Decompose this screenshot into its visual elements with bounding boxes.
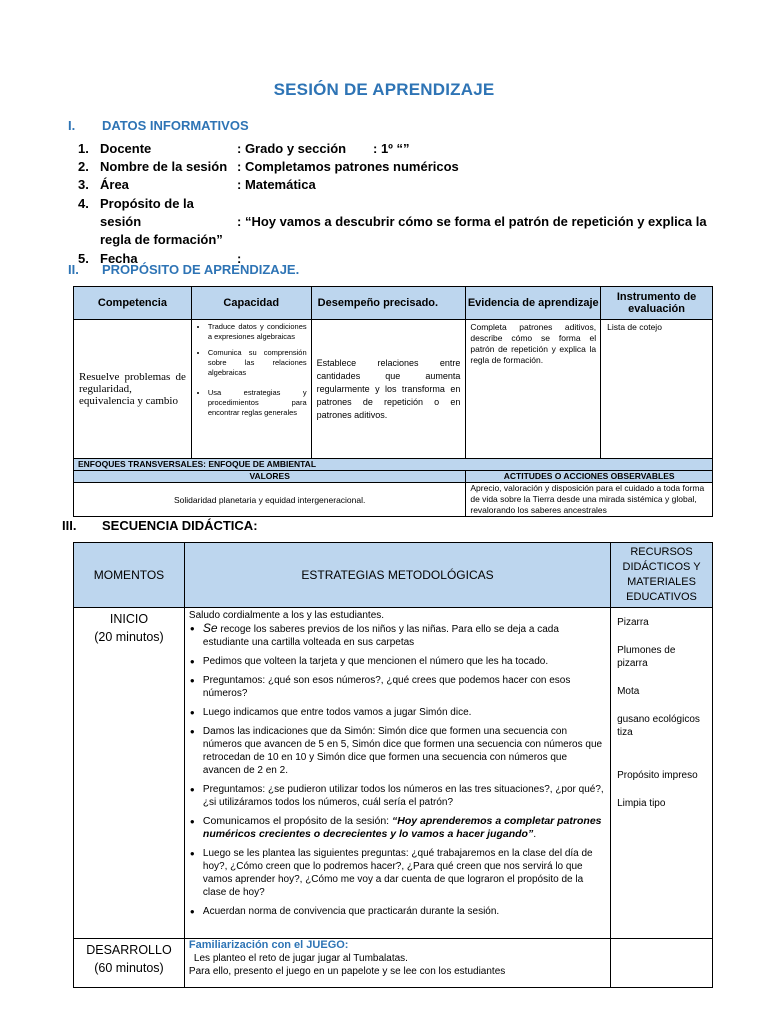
header-desempeno: Desempeño precisado.	[311, 287, 466, 320]
recurso-item: gusano ecológicos tiza	[617, 714, 700, 738]
section-heading-proposito	[68, 262, 299, 277]
item-label: Área	[100, 177, 129, 192]
secuencia-header-row	[74, 543, 713, 608]
item-value: : Completamos patrones numéricos	[237, 159, 459, 174]
secuencia-table	[73, 542, 713, 988]
section-label: PROPÓSITO DE APRENDIZAJE.	[102, 262, 300, 277]
item-number: 2.	[78, 159, 89, 174]
item-value	[100, 195, 728, 249]
item-label: Docente	[100, 141, 152, 156]
recurso-item: Mota	[617, 686, 640, 697]
momento-tiempo: (20 minutos)	[94, 630, 164, 644]
datos-item-nombre	[78, 158, 728, 176]
header-evidencia: Evidencia de aprendizaje	[466, 287, 601, 320]
capacidad-cell	[191, 320, 311, 459]
recursos-inicio	[611, 608, 713, 939]
momento-label: DESARROLLO	[86, 943, 172, 957]
saludo-text: Saludo cordialmente a los y las estudiantes.	[188, 610, 385, 621]
list-item: • Traduce datos y condiciones a expresiones algebraicas	[208, 322, 307, 342]
section-heading-secuencia	[62, 518, 258, 533]
proposito-body-row	[74, 320, 713, 459]
datos-item-area	[78, 176, 728, 194]
recursos-desarrollo	[611, 939, 713, 988]
item-text: .	[533, 828, 537, 840]
recurso-item: Pizarra	[617, 617, 649, 628]
datos-item-docente	[78, 140, 728, 158]
proposito-quote: “Hoy aprenderemos a completar patrones numéricos crecientes o decrecientes y lo vamos a hacer jugando”	[202, 815, 602, 840]
item-text: recoge los saberes previos de los niños y las niñas. Para ello se deja a cada estudiante una cartilla volteada en sus carpetas	[202, 624, 559, 648]
list-item: ● Acuerdan norma de convivencia que practicarán durante la sesión.	[203, 905, 606, 918]
momento-desarrollo	[74, 939, 185, 988]
valores-header: VALORES	[74, 471, 466, 483]
header-competencia: Competencia	[74, 287, 192, 320]
list-item: ● Preguntamos: ¿qué son esos números?, ¿qué crees que podemos hacer con esos números?	[203, 674, 606, 700]
item-number: 1.	[78, 141, 89, 156]
desarrollo-line: Les planteo el reto de jugar jugar al Tumbalatas.	[193, 953, 408, 964]
list-item: • Usa estrategias y procedimientos para encontrar reglas generales	[208, 388, 307, 418]
section-label: DATOS INFORMATIVOS	[102, 118, 249, 133]
list-item: ● Preguntamos: ¿se pudieron utilizar todos los números en las tres situaciones?, ¿por qué?, ¿si utilizáramos todos los números, cuál sería el patrón?	[203, 783, 606, 809]
grado-label: : Grado y sección	[237, 141, 347, 156]
section-number: III.	[62, 518, 77, 533]
item-label: Fecha	[100, 251, 138, 266]
actitudes-header: ACTITUDES O ACCIONES OBSERVABLES	[466, 471, 713, 483]
valores-header-row	[74, 471, 713, 483]
header-capacidad: Capacidad	[191, 287, 311, 320]
item-value: :	[237, 251, 242, 266]
item-value: : Matemática	[237, 177, 316, 192]
inicio-row	[74, 608, 713, 939]
familiarizacion-heading: Familiarización con el JUEGO:	[188, 939, 349, 951]
header-recursos: RECURSOS DIDÁCTICOS Y MATERIALES EDUCATIVOS	[611, 543, 713, 608]
enfoques-label: ENFOQUES TRANSVERSALES: ENFOQUE DE AMBIENTAL	[74, 459, 713, 471]
actitud-cell: Aprecio, valoración y disposición para el cuidado a toda forma de vida sobre la Tierra desde una mirada sistémica y global, revalorando los saberes ancestrales	[466, 483, 713, 517]
item-value	[237, 140, 728, 158]
page-title: SESIÓN DE APRENDIZAJE	[273, 80, 495, 99]
evidencia-cell: Completa patrones aditivos, describe cómo se forma el patrón de repetición y explica la regla de formación.	[466, 320, 601, 459]
momento-label: INICIO	[109, 612, 149, 626]
header-instrumento: Instrumento de evaluación	[601, 287, 713, 320]
momento-tiempo: (60 minutos)	[94, 961, 164, 975]
list-item: ● Damos las indicaciones que da Simón: Simón dice que formen una secuencia con números que avancen de 5 en 5, Simón dice que formen una secuencia con números que retrocedan de 10 en 10 y Simón dice que formen una secuencia con números que avancen de 2 en 2.	[203, 725, 606, 777]
section-number: I.	[68, 118, 76, 133]
proposito-header-row	[74, 287, 713, 320]
desarrollo-row	[74, 939, 713, 988]
proposito-value: : “Hoy vamos a descubrir cómo se forma el patrón de repetición y explica la regla de formación”	[100, 214, 707, 247]
recurso-item: Plumones de pizarra	[617, 645, 676, 669]
section-number: II.	[68, 262, 79, 277]
list-item: ● Luego indicamos que entre todos vamos a jugar Simón dice.	[203, 706, 606, 719]
list-item	[203, 622, 606, 649]
datos-item-proposito	[78, 195, 728, 249]
grado-value: : 1º “”	[373, 141, 410, 156]
competencia-cell: Resuelve problemas de regularidad, equivalencia y cambio	[74, 320, 192, 459]
valor-cell: Solidaridad planetaria y equidad intergeneracional.	[74, 483, 466, 517]
header-momentos: MOMENTOS	[74, 543, 185, 608]
desempeno-cell: Establece relaciones entre cantidades que aumenta regularmente y los transforma en patrones de repetición o en patrones aditivos.	[311, 320, 466, 459]
estrategias-desarrollo	[184, 939, 610, 988]
item-number: 3.	[78, 177, 89, 192]
section-label: SECUENCIA DIDÁCTICA:	[102, 518, 258, 533]
capacidad-list	[196, 322, 307, 418]
enfoques-row	[74, 459, 713, 471]
recurso-item: Limpia tipo	[617, 798, 666, 809]
instrumento-cell: Lista de cotejo	[601, 320, 713, 459]
item-text: Comunicamos el propósito de la sesión:	[202, 815, 393, 827]
datos-informativos-list	[78, 140, 728, 268]
list-item	[203, 815, 606, 841]
se-word: Se	[202, 621, 218, 635]
item-number: 5.	[78, 251, 89, 266]
list-item: ● Luego se les plantea las siguientes preguntas: ¿qué trabajaremos en la clase del día de hoy?, ¿Cómo creen que lo podremos hacer?, ¿Para qué creen que nos servirá lo que vamos aprender hoy?, ¿Cómo me voy a dar cuenta de que lograron el propósito de la clase de hoy?	[203, 847, 606, 899]
proposito-table	[73, 286, 713, 517]
desarrollo-line: Para ello, presento el juego en un papelote y se lee con los estudiantes	[188, 966, 506, 977]
list-item: • Comunica su comprensión sobre las relaciones algebraicas	[208, 348, 307, 378]
item-number: 4.	[78, 196, 89, 211]
list-item: ● Pedimos que volteen la tarjeta y que mencionen el número que les ha tocado.	[203, 655, 606, 668]
item-label: Propósito de la sesión	[100, 196, 194, 229]
item-label: Nombre de la sesión	[100, 159, 228, 174]
estrategias-list	[189, 622, 606, 918]
valores-row	[74, 483, 713, 517]
section-heading-datos	[68, 118, 249, 133]
header-estrategias: ESTRATEGIAS METODOLÓGICAS	[184, 543, 610, 608]
momento-inicio	[74, 608, 185, 939]
estrategias-inicio	[184, 608, 610, 939]
recurso-item: Propósito impreso	[617, 770, 698, 781]
